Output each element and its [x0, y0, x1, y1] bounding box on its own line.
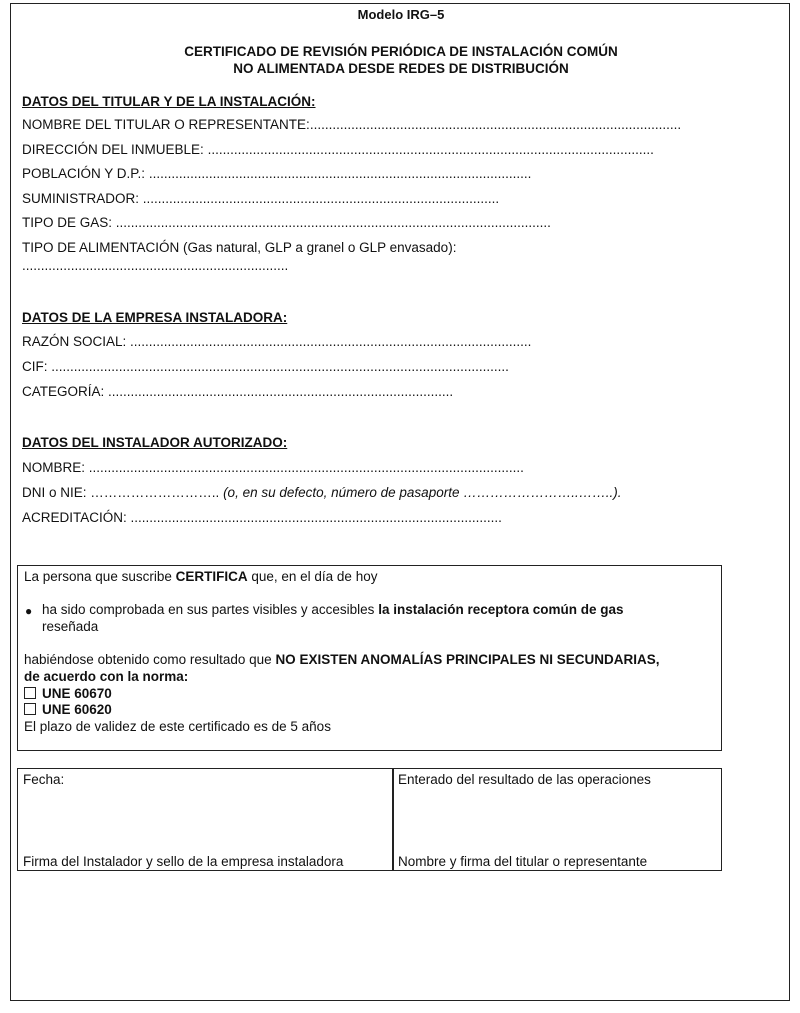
field-label: TIPO DE GAS:: [22, 215, 113, 230]
section-heading-instalador: DATOS DEL INSTALADOR AUTORIZADO:: [22, 435, 288, 450]
bullet-text-line2: reseñada: [42, 619, 99, 634]
field-dni-nie[interactable]: [22, 485, 621, 500]
text-segment-bold: NO EXISTEN ANOMALÍAS PRINCIPALES NI SECUNDARIAS,: [275, 652, 660, 667]
signature-divider: [392, 769, 394, 870]
document-frame: [10, 3, 790, 1001]
field-dots: ..........................................................................................................................: [51, 359, 509, 374]
field-suministrador[interactable]: [22, 191, 499, 206]
field-dots: ......................................................................................................: [148, 166, 532, 181]
field-label: DNI o NIE:: [22, 485, 87, 500]
field-label: ACREDITACIÓN:: [22, 510, 127, 525]
field-nombre-instalador[interactable]: [22, 460, 524, 475]
field-label: POBLACIÓN Y D.P.:: [22, 166, 146, 181]
norm-option-une-60670[interactable]: [24, 686, 112, 701]
field-label: CIF:: [22, 359, 48, 374]
field-cif[interactable]: [22, 359, 509, 374]
firma-titular-label: Nombre y firma del titular o representante: [398, 854, 648, 869]
field-label: NOMBRE DEL TITULAR O REPRESENTANTE:: [22, 117, 310, 132]
text-segment: que, en el día de hoy: [247, 569, 378, 584]
field-razon-social[interactable]: [22, 334, 531, 349]
certificate-title-line1: CERTIFICADO DE REVISIÓN PERIÓDICA DE INSTALACIÓN COMÚN: [184, 44, 618, 59]
certificate-title-line2: NO ALIMENTADA DESDE REDES DE DISTRIBUCIÓN: [233, 61, 569, 76]
field-nombre-titular[interactable]: [22, 117, 681, 132]
field-dots: ………………………..: [90, 485, 220, 500]
certifica-intro: [24, 569, 377, 584]
field-tipo-alimentacion[interactable]: .......................................................................: [22, 258, 289, 273]
section-heading-empresa: DATOS DE LA EMPRESA INSTALADORA:: [22, 310, 288, 325]
firma-instalador-label: Firma del Instalador y sello de la empresa instaladora: [23, 854, 344, 869]
enterado-label: Enterado del resultado de las operaciones: [398, 772, 651, 787]
certification-box: [17, 565, 722, 751]
field-poblacion[interactable]: [22, 166, 531, 181]
norm-label: UNE 60670: [42, 686, 112, 701]
text-segment: ha sido comprobada en sus partes visibles y accesibles: [42, 602, 379, 617]
field-dots: ....................................................................................................................: [115, 215, 551, 230]
field-dots: ...............................................................................................: [142, 191, 500, 206]
bullet-text: [42, 602, 624, 617]
bullet-icon: ●: [25, 604, 33, 618]
field-dots: ...........................................................................................................: [130, 334, 532, 349]
validez-text: El plazo de validez de este certificado es de 5 años: [24, 719, 331, 734]
section-heading-titular: DATOS DEL TITULAR Y DE LA INSTALACIÓN:: [22, 94, 316, 109]
model-label: Modelo IRG–5: [357, 7, 445, 22]
field-dots: ....................................................................................................................: [88, 460, 524, 475]
field-acreditacion[interactable]: [22, 510, 502, 525]
norm-option-une-60620[interactable]: [24, 702, 112, 717]
text-segment: habiéndose obtenido como resultado que: [24, 652, 276, 667]
field-categoria[interactable]: [22, 384, 453, 399]
norma-label: de acuerdo con la norma:: [24, 669, 189, 684]
text-segment-bold: la instalación receptora común de gas: [378, 602, 624, 617]
field-label: NOMBRE:: [22, 460, 86, 475]
field-dots: ............................................................................................: [108, 384, 454, 399]
fecha-label: Fecha:: [23, 772, 65, 787]
checkbox-icon[interactable]: [24, 687, 36, 699]
field-dots: .......................................................................................................................: [207, 142, 654, 157]
field-dots: ...................................................................................................: [130, 510, 502, 525]
signature-box: [17, 768, 722, 871]
text-segment: La persona que suscribe: [24, 569, 176, 584]
field-label: SUMINISTRADOR:: [22, 191, 140, 206]
field-label: DIRECCIÓN DEL INMUEBLE:: [22, 142, 204, 157]
result-text: [24, 652, 659, 667]
field-tipo-gas[interactable]: [22, 215, 551, 230]
pasaporte-note: (o, en su defecto, número de pasaporte ……………………..……..).: [223, 485, 622, 500]
field-direccion[interactable]: [22, 142, 654, 157]
field-label: CATEGORÍA:: [22, 384, 105, 399]
field-dots: ...................................................................................................: [309, 117, 682, 132]
field-tipo-alimentacion-label: TIPO DE ALIMENTACIÓN (Gas natural, GLP a granel o GLP envasado):: [22, 240, 457, 255]
norm-label: UNE 60620: [42, 702, 112, 717]
checkbox-icon[interactable]: [24, 703, 36, 715]
field-label: RAZÓN SOCIAL:: [22, 334, 127, 349]
text-segment-bold: CERTIFICA: [175, 569, 248, 584]
